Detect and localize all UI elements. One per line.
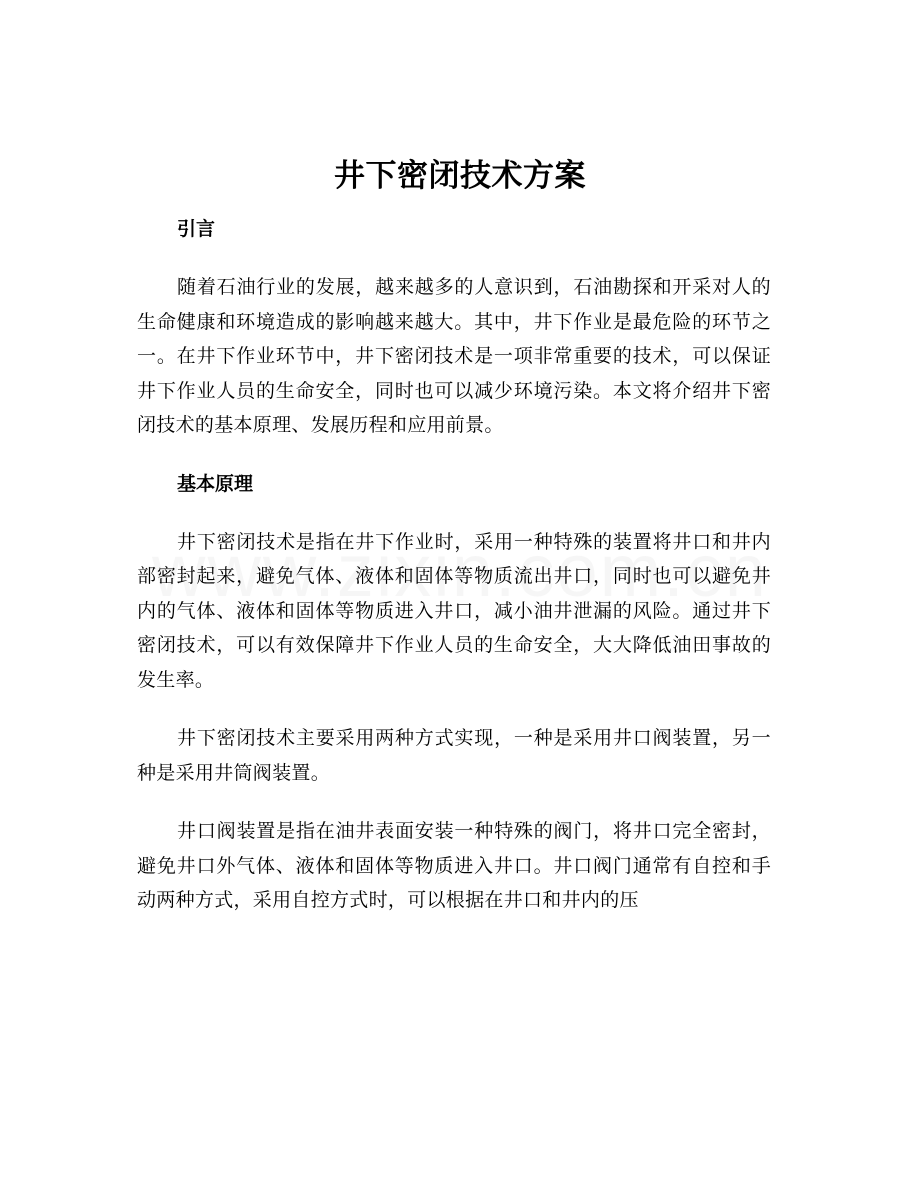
document-body [137,212,771,942]
principle-paragraph-3: 井口阀装置是指在油井表面安装一种特殊的阀门，将井口完全密封，避免井口外气体、液体和固体等物质进入井口。井口阀门通常有自控和手动两种方式，采用自控方式时，可以根据在井口和井内的压 [137,820,771,911]
principle-paragraph-2: 井下密闭技术主要采用两种方式实现，一种是采用井口阀装置，另一种是采用井筒阀装置。 [137,727,771,784]
section-heading-intro: 引言 [177,218,216,240]
intro-paragraph: 随着石油行业的发展，越来越多的人意识到，石油勘探和开采对人的生命健康和环境造成的影响越来越大。其中，井下作业是最危险的环节之一。在井下作业环节中，井下密闭技术是一项非常重要的技术，可以保证井下作业人员的生命安全，同时也可以减少环境污染。本文将介绍井下密闭技术的基本原理、发展历程和应用前景。 [137,276,771,436]
page-title: 井下密闭技术方案 [334,158,586,194]
section-heading-principle: 基本原理 [177,472,254,495]
principle-paragraph-1: 井下密闭技术是指在井下作业时，采用一种特殊的装置将井口和井内部密封起来，避免气体、液体和固体等物质流出井口，同时也可以避免井内的气体、液体和固体等物质进入井口，减小油井泄漏的风险。通过井下密闭技术，可以有效保障井下作业人员的生命安全，大大降低油田事故的发生率。 [137,530,771,691]
